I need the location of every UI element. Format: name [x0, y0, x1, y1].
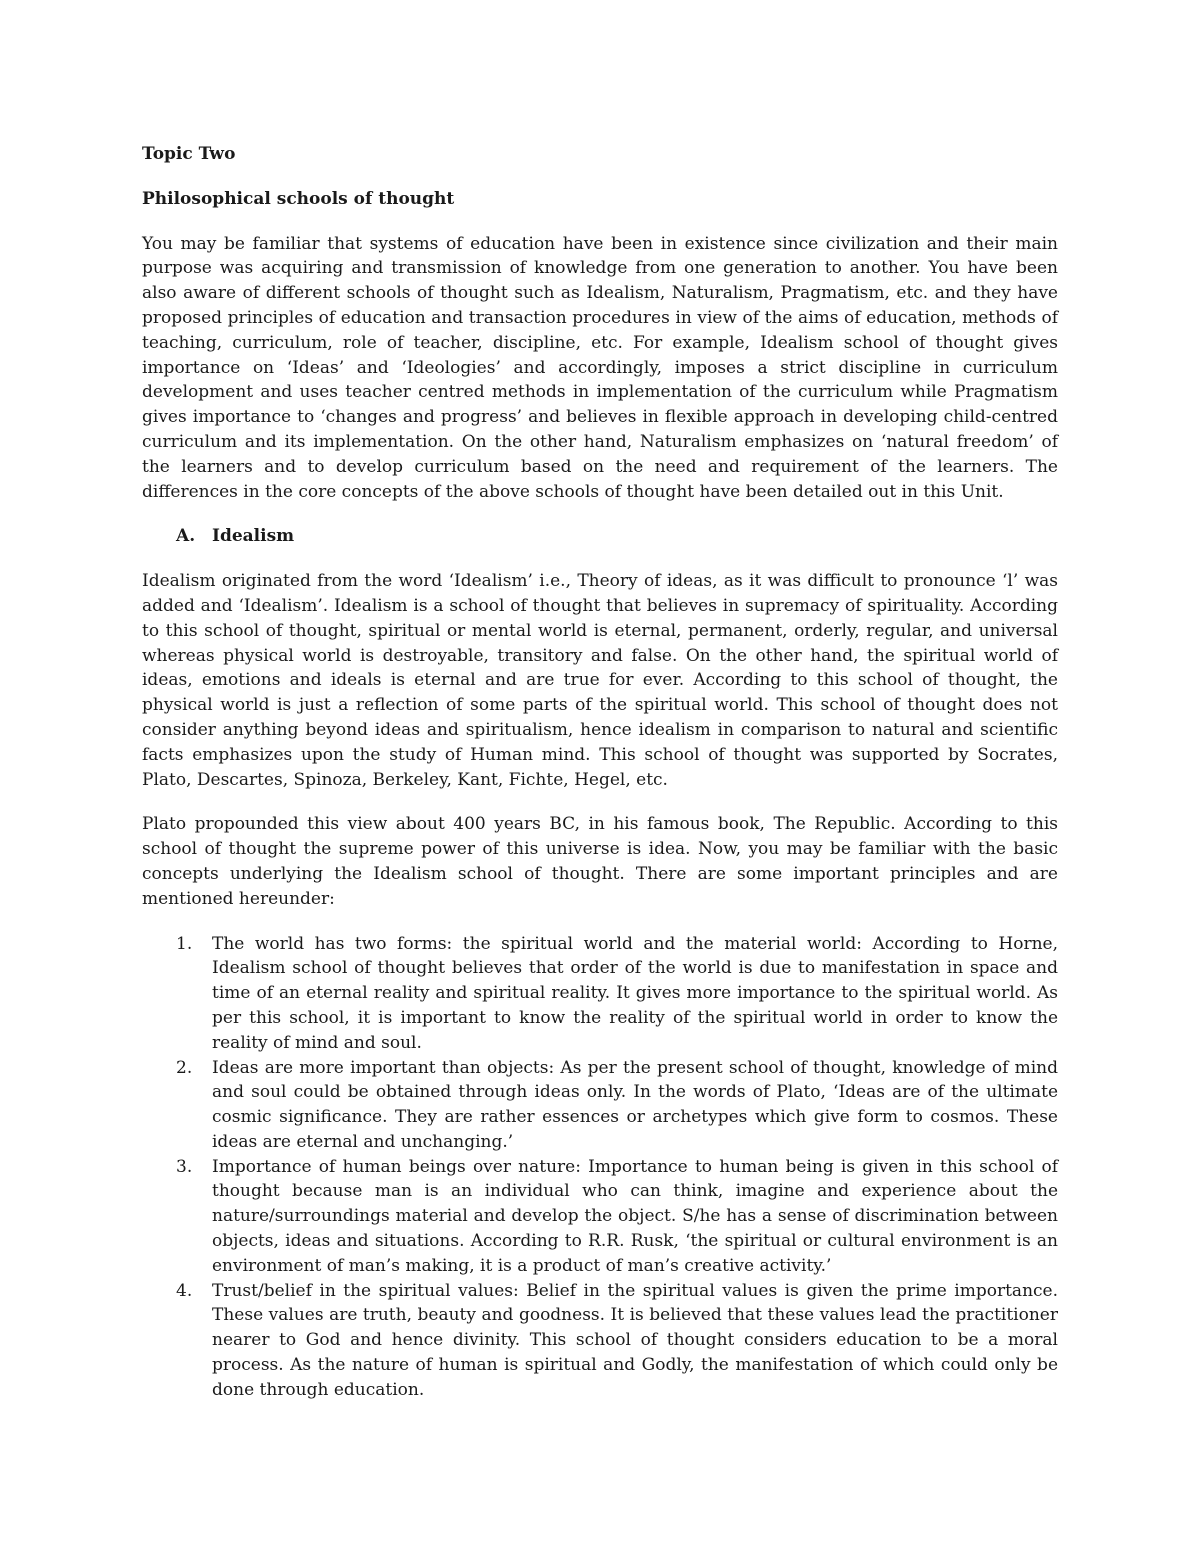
list-item-text: The world has two forms: the spiritual world and the material world: According to Horne, Idealism school of thought believes that order of the world is due to manifestation in space and time of an eternal reality and spiritual reality. It gives more importance to the spiritual world. As per this school, it is important to know the reality of the spiritual world in order to know the reality of mind and soul.	[212, 933, 1058, 1053]
list-item-number: 4.	[176, 1280, 193, 1301]
list-item	[176, 1056, 1058, 1155]
document-page	[142, 142, 1058, 1403]
list-item-text: Importance of human beings over nature: Importance to human being is given in this school of thought because man is an individual who can think, imagine and experience about the nature/surroundings material and develop the object. S/he has a sense of discrimination between objects, ideas and situations. According to R.R. Rusk, ‘the spiritual or cultural environment is an environment of man’s making, it is a product of man’s creative activity.’	[212, 1156, 1058, 1276]
section-heading-idealism	[176, 524, 1058, 549]
intro-paragraph: You may be familiar that systems of education have been in existence since civilization and their main purpose was acquiring and transmission of knowledge from one generation to another. You have been also aware of different schools of thought such as Idealism, Naturalism, Pragmatism, etc. and they have proposed principles of education and transaction procedures in view of the aims of education, methods of teaching, curriculum, role of teacher, discipline, etc. For example, Idealism school of thought gives importance on ‘Ideas’ and ‘Ideologies’ and accordingly, imposes a strict discipline in curriculum development and uses teacher centred methods in implementation of the curriculum while Pragmatism gives importance to ‘changes and progress’ and believes in flexible approach in developing child-centred curriculum and its implementation. On the other hand, Naturalism emphasizes on ‘natural freedom’ of the learners and to develop curriculum based on the need and requirement of the learners. The differences in the core concepts of the above schools of thought have been detailed out in this Unit.	[142, 233, 1058, 502]
page-title: Philosophical schools of thought	[142, 188, 455, 209]
list-item-number: 1.	[176, 933, 193, 954]
list-item-number: 2.	[176, 1057, 193, 1078]
principles-list	[142, 932, 1058, 1403]
section-letter: A.	[176, 526, 196, 547]
topic-heading: Topic Two	[142, 144, 236, 164]
list-item	[176, 1279, 1058, 1403]
section-title: Idealism	[212, 526, 295, 547]
list-item	[176, 932, 1058, 1056]
idealism-paragraph-1: Idealism originated from the word ‘Idealism’ i.e., Theory of ideas, as it was difficult to pronounce ‘l’ was added and ‘Idealism’. Idealism is a school of thought that believes in supremacy of spirituality. According to this school of thought, spiritual or mental world is eternal, permanent, orderly, regular, and universal whereas physical world is destroyable, transitory and false. On the other hand, the spiritual world of ideas, emotions and ideals is eternal and are true for ever. According to this school of thought, the physical world is just a reflection of some parts of the spiritual world. This school of thought does not consider anything beyond ideas and spiritualism, hence idealism in comparison to natural and scientific facts emphasizes upon the study of Human mind. This school of thought was supported by Socrates, Plato, Descartes, Spinoza, Berkeley, Kant, Fichte, Hegel, etc.	[142, 571, 1058, 790]
idealism-paragraph-2: Plato propounded this view about 400 years BC, in his famous book, The Republic. According to this school of thought the supreme power of this universe is idea. Now, you may be familiar with the basic concepts underlying the Idealism school of thought. There are some important principles and are mentioned hereunder:	[142, 814, 1058, 909]
list-item-text: Trust/belief in the spiritual values: Belief in the spiritual values is given the prime importance. These values are truth, beauty and goodness. It is believed that these values lead the practitioner nearer to God and hence divinity. This school of thought considers education to be a moral process. As the nature of human is spiritual and Godly, the manifestation of which could only be done through education.	[212, 1280, 1058, 1400]
list-item-text: Ideas are more important than objects: As per the present school of thought, knowledge of mind and soul could be obtained through ideas only. In the words of Plato, ‘Ideas are of the ultimate cosmic significance. They are rather essences or archetypes which give form to cosmos. These ideas are eternal and unchanging.’	[212, 1057, 1058, 1152]
list-item-number: 3.	[176, 1156, 193, 1177]
list-item	[176, 1155, 1058, 1279]
